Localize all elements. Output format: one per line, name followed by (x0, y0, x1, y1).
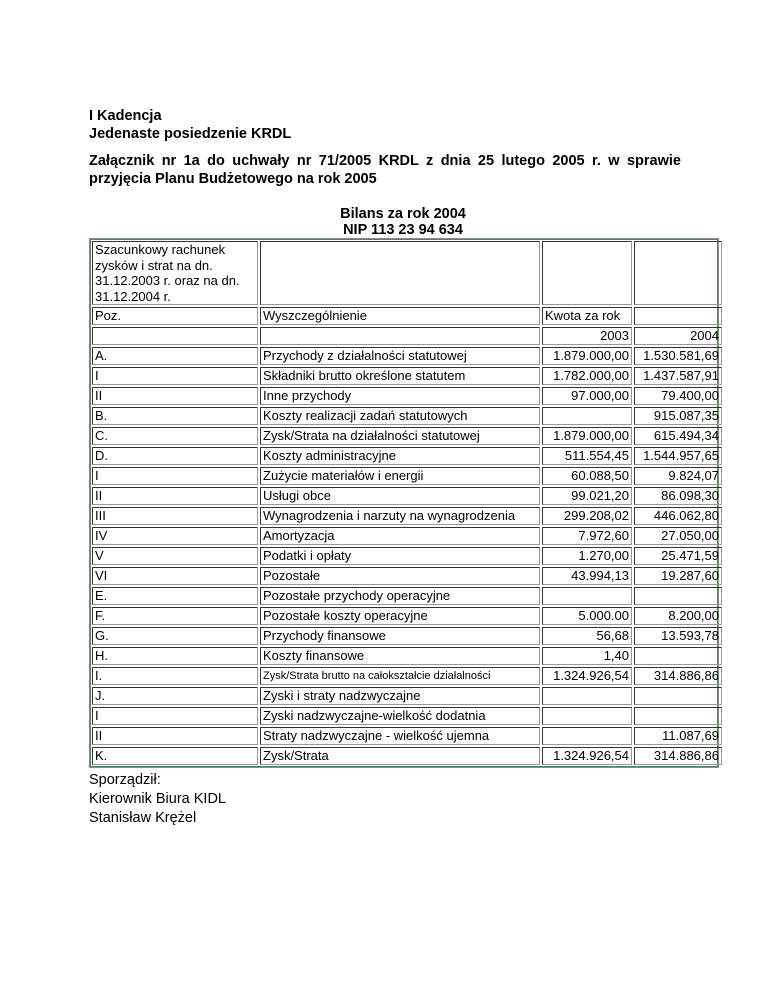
row-poz: II (92, 387, 258, 405)
row-value-2004: 11.087,69 (634, 727, 722, 745)
row-value-2004: 19.287,60 (634, 567, 722, 585)
row-value-2003: 97.000,00 (542, 387, 632, 405)
row-value-2003: 5.000.00 (542, 607, 632, 625)
table-row (92, 427, 722, 445)
row-poz: G. (92, 627, 258, 645)
row-description: Koszty finansowe (260, 647, 540, 665)
row-description: Przychody z działalności statutowej (260, 347, 540, 365)
table-row (92, 487, 722, 505)
row-poz: I (92, 707, 258, 725)
table-row (92, 367, 722, 385)
row-description: Inne przychody (260, 387, 540, 405)
row-value-2003: 1.270,00 (542, 547, 632, 565)
row-poz: D. (92, 447, 258, 465)
header-posiedzenie: Jedenaste posiedzenie KRDL (89, 126, 292, 142)
row-value-2003: 1.879.000,00 (542, 427, 632, 445)
year-2003: 2003 (542, 327, 632, 345)
row-value-2003: 7.972,60 (542, 527, 632, 545)
row-value-2003: 60.088,50 (542, 467, 632, 485)
row-value-2004: 314.886,86 (634, 747, 722, 765)
table-row (92, 507, 722, 525)
row-description: Składniki brutto określone statutem (260, 367, 540, 385)
empty-cell (634, 241, 722, 305)
row-value-2004 (634, 707, 722, 725)
row-value-2004: 9.824,07 (634, 467, 722, 485)
signature-block (89, 771, 226, 828)
row-value-2004: 314.886,86 (634, 667, 722, 685)
row-poz: I. (92, 667, 258, 685)
row-value-2004: 8.200,00 (634, 607, 722, 625)
row-poz: B. (92, 407, 258, 425)
row-description: Zużycie materiałów i energii (260, 467, 540, 485)
header-kadencja: I Kadencja (89, 108, 162, 124)
row-poz: E. (92, 587, 258, 605)
row-value-2004: 446.062,80 (634, 507, 722, 525)
empty-cell (542, 241, 632, 305)
row-value-2003: 43.994,13 (542, 567, 632, 585)
signature-label: Sporządził: (89, 772, 161, 788)
row-description: Amortyzacja (260, 527, 540, 545)
empty-cell (260, 327, 540, 345)
row-description: Pozostałe (260, 567, 540, 585)
row-poz: A. (92, 347, 258, 365)
balance-table (90, 239, 724, 767)
table-row (92, 687, 722, 705)
table-row (92, 747, 722, 765)
row-value-2003: 299.208,02 (542, 507, 632, 525)
table-row (92, 527, 722, 545)
row-value-2004 (634, 687, 722, 705)
row-value-2003 (542, 727, 632, 745)
header-row (92, 307, 722, 325)
row-value-2003: 1,40 (542, 647, 632, 665)
row-description: Zyski i straty nadzwyczajne (260, 687, 540, 705)
row-poz: V (92, 547, 258, 565)
table-row (92, 707, 722, 725)
table-row (92, 387, 722, 405)
row-value-2004: 1.544.957,65 (634, 447, 722, 465)
table-row (92, 587, 722, 605)
row-value-2004: 27.050,00 (634, 527, 722, 545)
row-description: Wynagrodzenia i narzuty na wynagrodzenia (260, 507, 540, 525)
signature-role: Kierownik Biura KIDL (89, 791, 226, 807)
row-description: Straty nadzwyczajne - wielkość ujemna (260, 727, 540, 745)
year-2004: 2004 (634, 327, 722, 345)
row-value-2004: 13.593,78 (634, 627, 722, 645)
table-row (92, 407, 722, 425)
balance-title: Bilans za rok 2004 (340, 206, 466, 222)
row-poz: F. (92, 607, 258, 625)
row-poz: II (92, 487, 258, 505)
row-poz: C. (92, 427, 258, 445)
row-value-2004 (634, 587, 722, 605)
table-row (92, 727, 722, 745)
row-value-2003: 1.324.926,54 (542, 667, 632, 685)
row-value-2003 (542, 707, 632, 725)
table-row (92, 667, 722, 685)
row-value-2003 (542, 687, 632, 705)
row-poz: III (92, 507, 258, 525)
row-poz: K. (92, 747, 258, 765)
row-value-2004: 86.098,30 (634, 487, 722, 505)
table-row (92, 647, 722, 665)
row-value-2003: 1.879.000,00 (542, 347, 632, 365)
row-description: Koszty administracyjne (260, 447, 540, 465)
row-value-2003: 99.021,20 (542, 487, 632, 505)
row-poz: IV (92, 527, 258, 545)
row-poz: I (92, 367, 258, 385)
table-row (92, 607, 722, 625)
row-value-2003: 1.782.000,00 (542, 367, 632, 385)
empty-cell (92, 327, 258, 345)
row-poz: VI (92, 567, 258, 585)
nip-number: NIP 113 23 94 634 (343, 222, 463, 238)
table-row (92, 347, 722, 365)
intro-cell: Szacunkowy rachunek zysków i strat na dn. 31.12.2003 r. oraz na dn. 31.12.2004 r. (92, 241, 258, 305)
years-row (92, 327, 722, 345)
row-description: Zysk/Strata na działalności statutowej (260, 427, 540, 445)
row-value-2003: 511.554,45 (542, 447, 632, 465)
table-row (92, 547, 722, 565)
row-value-2004: 79.400,00 (634, 387, 722, 405)
row-value-2004: 1.437.587,91 (634, 367, 722, 385)
row-description: Zyski nadzwyczajne-wielkość dodatnia (260, 707, 540, 725)
row-description: Usługi obce (260, 487, 540, 505)
row-value-2004: 615.494,34 (634, 427, 722, 445)
table-row (92, 627, 722, 645)
table-row (92, 467, 722, 485)
header-amount: Kwota za rok (542, 307, 632, 325)
empty-cell (260, 241, 540, 305)
row-poz: J. (92, 687, 258, 705)
row-value-2004: 1.530.581,69 (634, 347, 722, 365)
row-description: Podatki i opłaty (260, 547, 540, 565)
header-amount-2 (634, 307, 722, 325)
row-value-2003 (542, 587, 632, 605)
row-value-2003 (542, 407, 632, 425)
row-description: Przychody finansowe (260, 627, 540, 645)
header-desc: Wyszczególnienie (260, 307, 540, 325)
row-poz: II (92, 727, 258, 745)
signature-name: Stanisław Krężel (89, 810, 197, 826)
row-value-2004: 25.471,59 (634, 547, 722, 565)
row-value-2004 (634, 647, 722, 665)
row-description: Zysk/Strata (260, 747, 540, 765)
balance-table-frame (89, 238, 719, 768)
attachment-title: Załącznik nr 1a do uchwały nr 71/2005 KRDL z dnia 25 lutego 2005 r. w sprawie przyjęcia Planu Budżetowego na rok 2005 (89, 153, 681, 187)
row-value-2003: 56,68 (542, 627, 632, 645)
intro-row (92, 241, 722, 305)
row-poz: H. (92, 647, 258, 665)
table-row (92, 567, 722, 585)
row-value-2003: 1.324.926,54 (542, 747, 632, 765)
row-description: Pozostałe koszty operacyjne (260, 607, 540, 625)
row-description: Pozostałe przychody operacyjne (260, 587, 540, 605)
row-value-2004: 915.087,35 (634, 407, 722, 425)
row-description: Koszty realizacji zadań statutowych (260, 407, 540, 425)
row-description: Zysk/Strata brutto na całokształcie działalności (260, 667, 540, 685)
table-row (92, 447, 722, 465)
row-poz: I (92, 467, 258, 485)
header-poz: Poz. (92, 307, 258, 325)
